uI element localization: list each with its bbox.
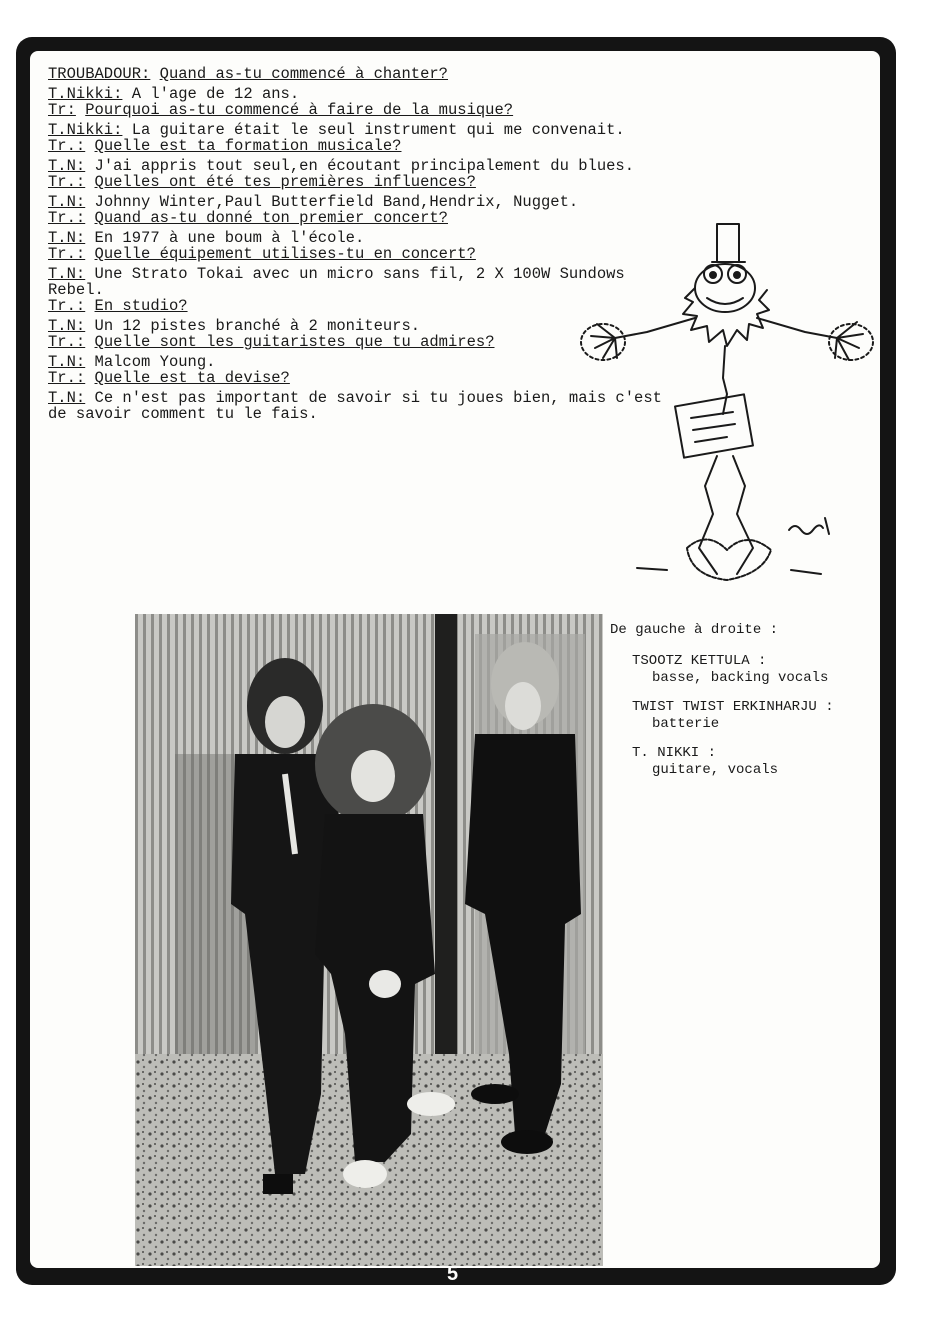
member-name: TSOOTZ KETTULA :	[632, 653, 767, 669]
interview-question: Tr.: Quelle est ta devise?	[48, 369, 290, 387]
band-photo	[135, 614, 603, 1266]
band-member	[632, 745, 878, 779]
member-role: guitare, vocals	[652, 762, 779, 778]
interview-answer: T.N: Un 12 pistes branché à 2 moniteurs.	[48, 317, 421, 335]
interview-answer: T.N: Malcom Young.	[48, 353, 216, 371]
interview-answer: T.N: En 1977 à une boum à l'école.	[48, 229, 365, 247]
interview-question: Tr.: Quelle équipement utilises-tu en concert?	[48, 245, 476, 263]
member-role: basse, backing vocals	[652, 670, 829, 686]
page-number: 5	[447, 1263, 459, 1285]
photo-caption	[610, 622, 878, 791]
member-role: batterie	[652, 716, 720, 732]
interview-question: Tr.: Quelle est ta formation musicale?	[48, 137, 402, 155]
interview-answer: T.N: Ce n'est pas important de savoir si tu joues bien, mais c'est de savoir comment tu le fais.	[48, 389, 662, 423]
interview-question: Tr.: Quelles ont été tes premières influences?	[48, 173, 476, 191]
interview-answer: T.Nikki: A l'age de 12 ans.	[48, 85, 300, 103]
band-member	[632, 653, 878, 687]
interview-question: Tr.: Quand as-tu donné ton premier concert?	[48, 209, 448, 227]
interview-answer: T.N: Une Strato Tokai avec un micro sans fil, 2 X 100W Sundows Rebel.	[48, 265, 625, 299]
interview-answer: T.N: J'ai appris tout seul,en écoutant principalement du blues.	[48, 157, 635, 175]
interview-question: TROUBADOUR: Quand as-tu commencé à chanter?	[48, 65, 448, 83]
interview-answer: T.Nikki: La guitare était le seul instrument qui me convenait.	[48, 121, 625, 139]
member-name: TWIST TWIST ERKINHARJU :	[632, 699, 834, 715]
interview-question: Tr.: Quelle sont les guitaristes que tu admires?	[48, 333, 495, 351]
member-name: T. NIKKI :	[632, 745, 717, 761]
cartoon-illustration	[567, 218, 885, 590]
caption-heading: De gauche à droite :	[610, 622, 779, 638]
interview-question: Tr.: En studio?	[48, 297, 188, 315]
interview-question: Tr: Pourquoi as-tu commencé à faire de la musique?	[48, 101, 514, 119]
band-member	[632, 699, 878, 733]
interview-answer: T.N: Johnny Winter,Paul Butterfield Band,Hendrix, Nugget.	[48, 193, 579, 211]
